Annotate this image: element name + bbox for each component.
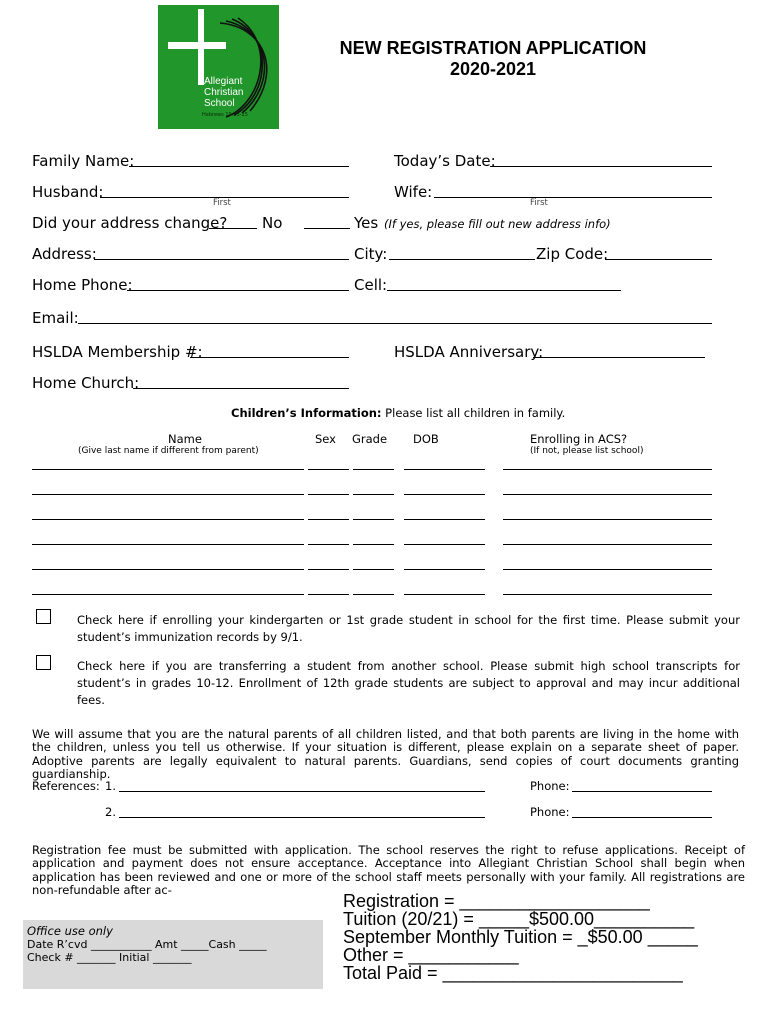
child-grade-field[interactable]	[353, 569, 394, 570]
address-field[interactable]	[94, 259, 349, 260]
yes-hint: (If yes, please fill out new address info)	[384, 217, 611, 231]
office-use-line-1: Date R’cvd ___________ Amt _____Cash _____	[27, 938, 267, 951]
child-sex-field[interactable]	[308, 494, 349, 495]
todays-date-label: Today’s Date:	[394, 152, 496, 170]
children-heading-rest: Please list all children in family.	[381, 406, 566, 420]
child-name-field[interactable]	[32, 469, 304, 470]
family-name-field[interactable]	[129, 166, 349, 167]
parents-note: We will assume that you are the natural parents of all children listed, and that both parents are living in the home with the children, unless you tell us otherwise. If your situation is different, please explain on a separate sheet of paper. Adoptive parents are legally equivalent to natural parents. Guardians, send copies of court documents granting guardianship.	[32, 727, 739, 782]
fee-note: Registration fee must be submitted with application. The school reserves the right to refuse applications. Receipt of application and payment does not ensure acceptance. Acceptance into Allegiant Christian School shall begin when application has been reviewed and one or more of the school staff meets personally with your family. All registrations are non-refundable after ac-	[32, 843, 745, 898]
hslda-anniversary-label: HSLDA Anniversary:	[394, 343, 544, 361]
email-label: Email:	[32, 309, 79, 327]
child-grade-field[interactable]	[353, 469, 394, 470]
office-use-title: Office use only	[27, 924, 113, 938]
reference-1-field[interactable]	[119, 791, 485, 792]
reference-1-phone-field[interactable]	[572, 791, 712, 792]
family-name-label: Family Name:	[32, 152, 135, 170]
total-paid: Total Paid = ________________________	[343, 963, 683, 983]
kindergarten-text: Check here if enrolling your kindergarten or 1st grade student in school for the first time. Please submit your student’s immunization records by 9/1.	[77, 613, 740, 644]
home-church-field[interactable]	[133, 388, 349, 389]
child-dob-field[interactable]	[404, 494, 485, 495]
child-sex-field[interactable]	[308, 469, 349, 470]
col-name-hint: (Give last name if different from parent)	[78, 446, 259, 456]
child-sex-field[interactable]	[308, 544, 349, 545]
child-name-field[interactable]	[32, 569, 304, 570]
child-name-field[interactable]	[32, 544, 304, 545]
cell-field[interactable]	[387, 290, 621, 291]
reference-1-phone-label: Phone:	[530, 779, 570, 793]
tuition-fee: Tuition (20/21) = _____$500.00__________	[343, 909, 695, 929]
other-fee: Other = ___________	[343, 945, 519, 965]
child-sex-field[interactable]	[308, 569, 349, 570]
wife-first-hint: First	[530, 198, 548, 208]
references-label: References:	[32, 779, 100, 793]
address-change-no-field[interactable]	[209, 228, 257, 229]
zip-field[interactable]	[605, 259, 712, 260]
child-name-field[interactable]	[32, 594, 304, 595]
reference-2-number: 2.	[105, 805, 116, 819]
home-phone-label: Home Phone:	[32, 276, 133, 294]
page-title: NEW REGISTRATION APPLICATION	[339, 38, 647, 58]
transfer-text: Check here if you are transferring a student from another school. Please submit high school transcripts for student’s in grades 10-12. Enrollment of 12th grade students are subject to approval and may incur additional fees.	[77, 659, 740, 707]
wife-label: Wife:	[394, 183, 433, 201]
child-grade-field[interactable]	[353, 544, 394, 545]
hslda-membership-field[interactable]	[190, 357, 349, 358]
child-dob-field[interactable]	[404, 594, 485, 595]
cross-globe-icon	[158, 5, 279, 129]
child-name-field[interactable]	[32, 494, 304, 495]
email-field[interactable]	[78, 323, 712, 324]
office-use-box	[23, 920, 323, 989]
september-tuition: September Monthly Tuition = _$50.00 _____	[343, 927, 698, 947]
logo-line-2: Christian	[204, 87, 244, 98]
city-label: City:	[354, 245, 388, 263]
kindergarten-checkbox[interactable]	[36, 609, 51, 624]
child-dob-field[interactable]	[404, 569, 485, 570]
logo-verse: Hebrews 10:23-25	[202, 112, 248, 118]
school-year: 2020-2021	[449, 59, 537, 79]
child-enrolling-field[interactable]	[503, 519, 712, 520]
child-enrolling-field[interactable]	[503, 544, 712, 545]
children-heading	[231, 406, 565, 420]
child-sex-field[interactable]	[308, 519, 349, 520]
children-heading-bold: Children’s Information:	[231, 406, 382, 420]
office-use-line-2: Check # _______ Initial _______	[27, 951, 192, 964]
reference-2-phone-field[interactable]	[572, 817, 712, 818]
logo-line-3: School	[204, 98, 235, 109]
no-label: No	[262, 214, 283, 232]
cell-label: Cell:	[354, 276, 388, 294]
col-dob: DOB	[413, 432, 439, 446]
reference-1-number: 1.	[105, 779, 116, 793]
todays-date-field[interactable]	[490, 166, 712, 167]
child-dob-field[interactable]	[404, 469, 485, 470]
zip-label: Zip Code:	[536, 245, 609, 263]
hslda-anniversary-field[interactable]	[533, 357, 705, 358]
col-name: Name	[168, 432, 202, 446]
school-logo	[158, 5, 279, 129]
child-grade-field[interactable]	[353, 519, 394, 520]
col-enrolling: Enrolling in ACS?	[530, 432, 628, 446]
transfer-checkbox[interactable]	[36, 655, 51, 670]
reference-2-phone-label: Phone:	[530, 805, 570, 819]
child-grade-field[interactable]	[353, 594, 394, 595]
child-enrolling-field[interactable]	[503, 594, 712, 595]
col-sex: Sex	[315, 432, 336, 446]
logo-line-1: Allegiant	[204, 76, 243, 87]
child-sex-field[interactable]	[308, 594, 349, 595]
col-grade: Grade	[352, 432, 388, 446]
home-phone-field[interactable]	[127, 290, 349, 291]
hslda-membership-label: HSLDA Membership #:	[32, 343, 203, 361]
child-grade-field[interactable]	[353, 494, 394, 495]
child-dob-field[interactable]	[404, 544, 485, 545]
col-enrolling-hint: (If not, please list school)	[530, 446, 644, 456]
child-dob-field[interactable]	[404, 519, 485, 520]
child-enrolling-field[interactable]	[503, 469, 712, 470]
child-enrolling-field[interactable]	[503, 494, 712, 495]
husband-first-hint: First	[213, 198, 231, 208]
city-field[interactable]	[389, 259, 535, 260]
reference-2-field[interactable]	[119, 817, 485, 818]
child-enrolling-field[interactable]	[503, 569, 712, 570]
yes-label: Yes	[354, 214, 379, 232]
wife-field[interactable]	[434, 197, 712, 198]
address-change-label: Did your address change?	[32, 214, 228, 232]
address-change-yes-field[interactable]	[304, 228, 350, 229]
husband-label: Husband:	[32, 183, 104, 201]
home-church-label: Home Church:	[32, 374, 140, 392]
child-name-field[interactable]	[32, 519, 304, 520]
registration-fee: Registration = ___________________	[343, 891, 650, 911]
address-label: Address:	[32, 245, 97, 263]
